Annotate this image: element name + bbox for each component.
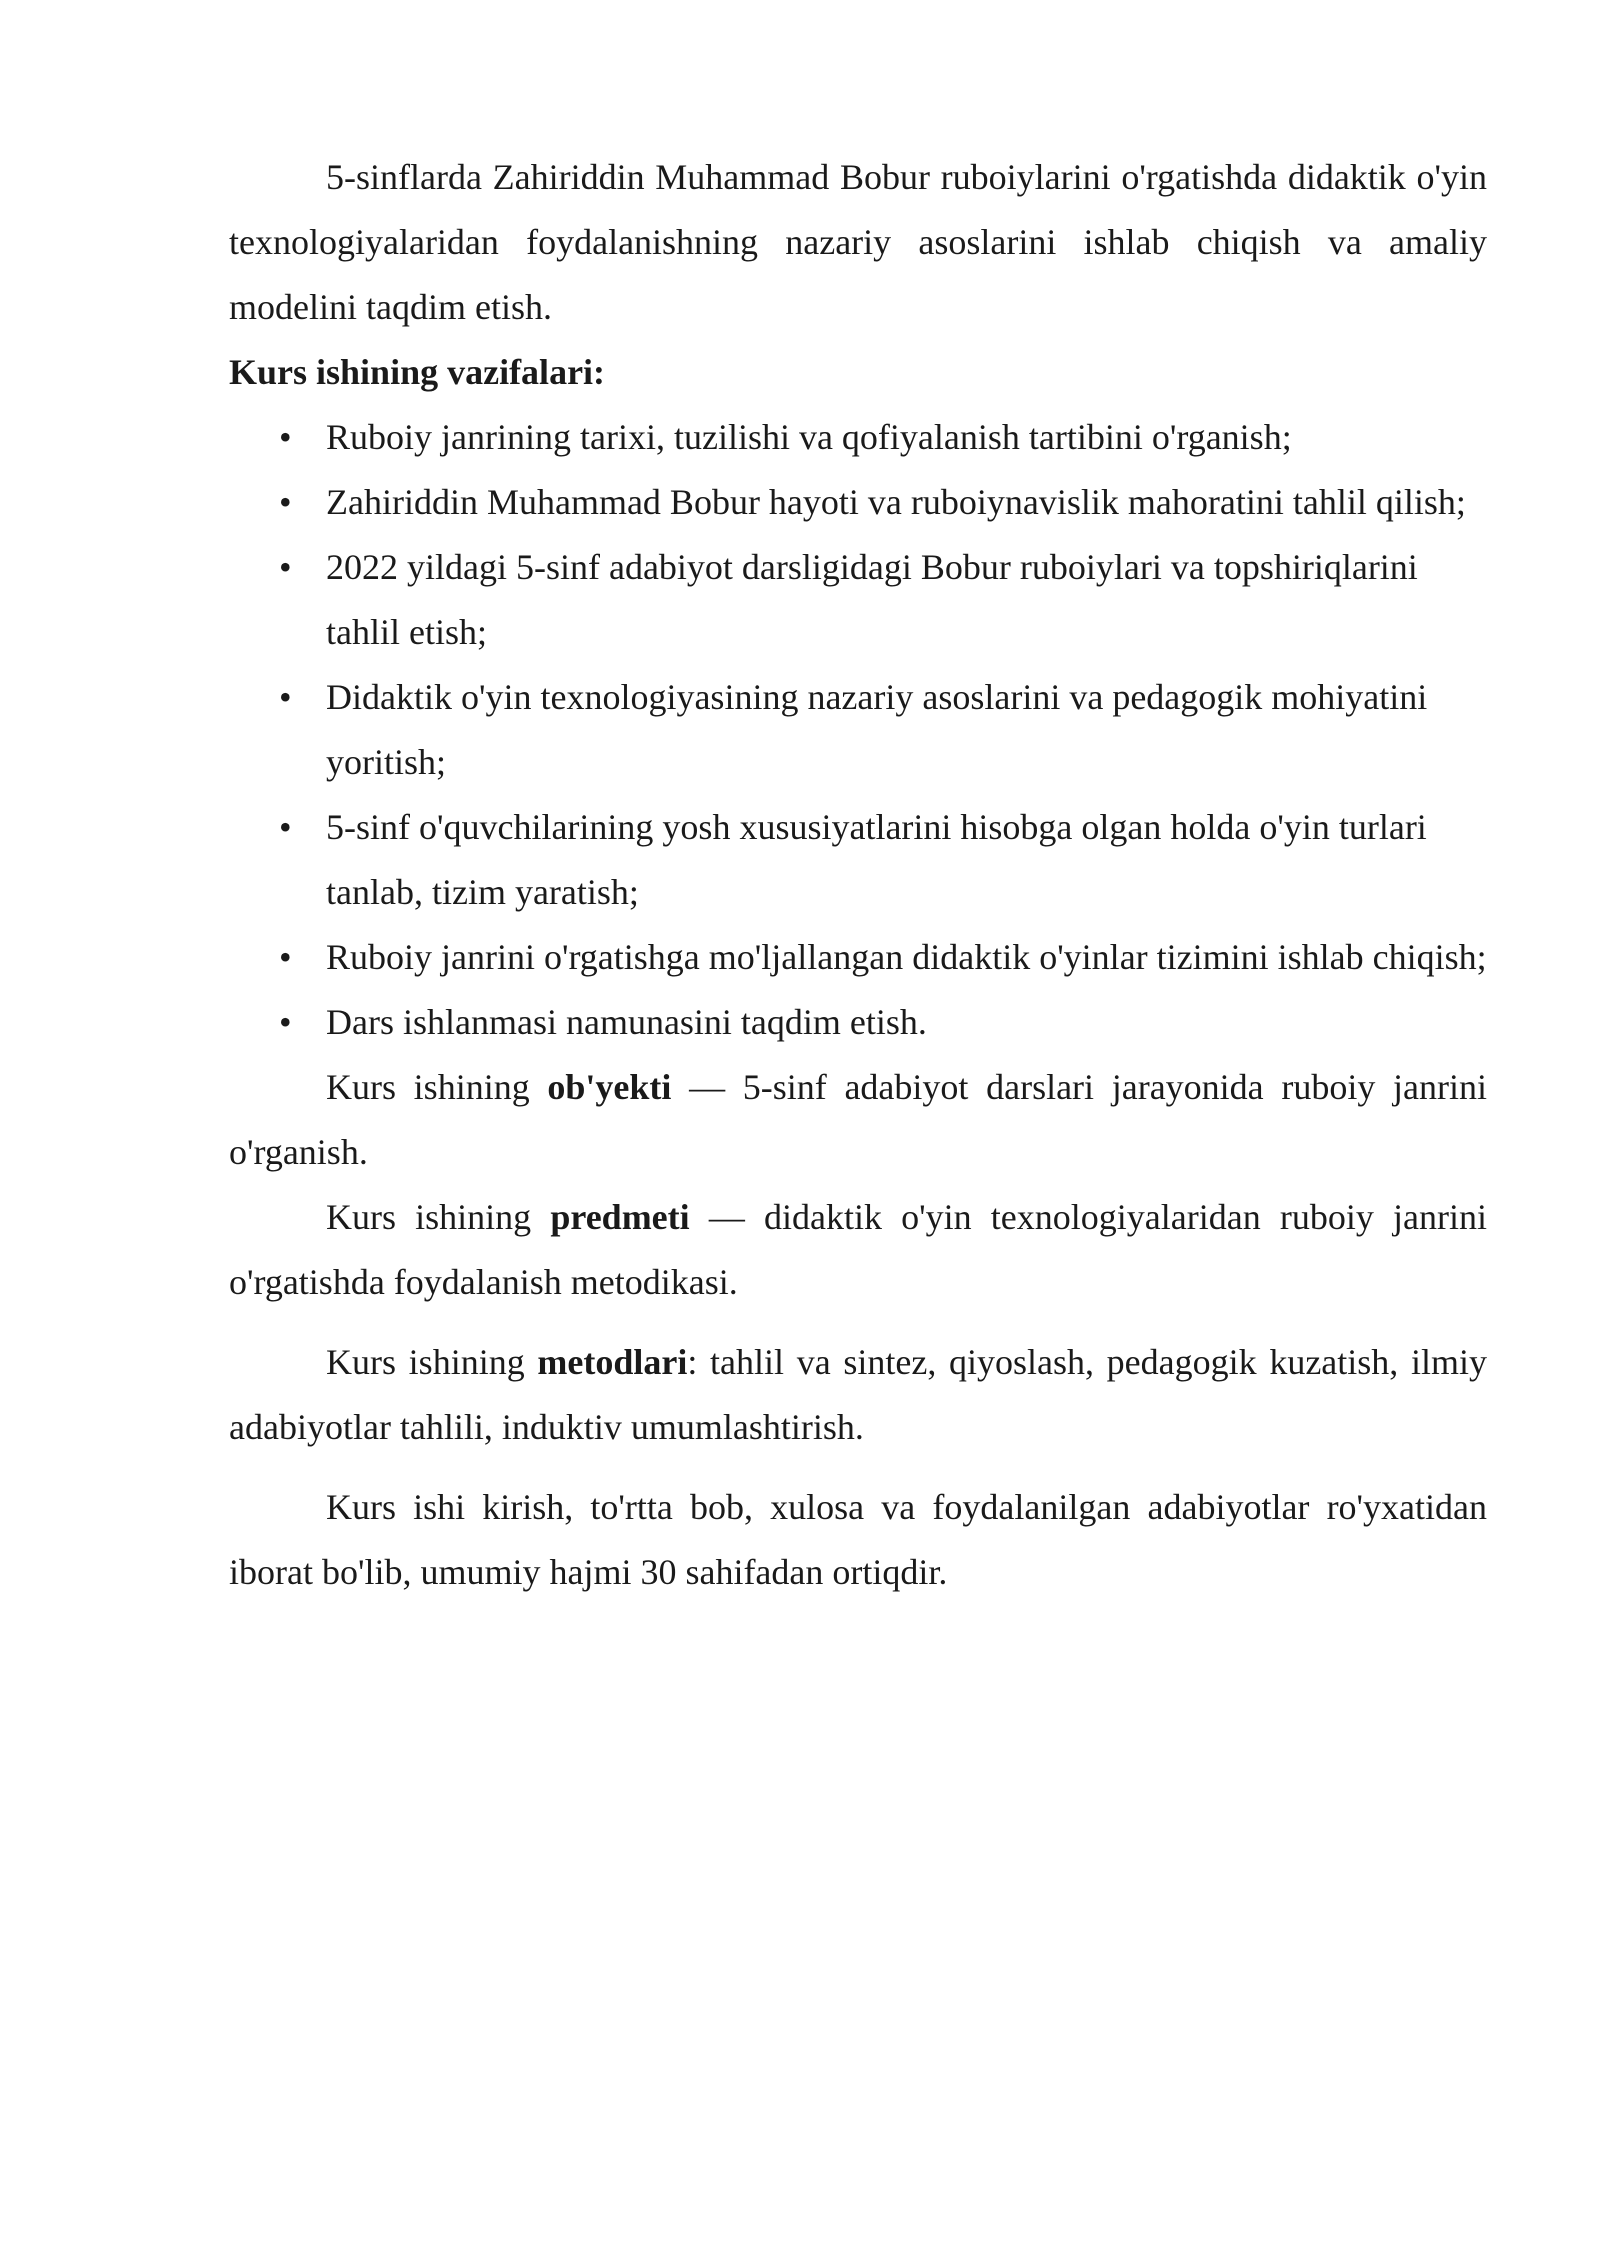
task-text: 2022 yildagi 5-sinf adabiyot darsligidagi Bobur ruboiylari va topshiriqlarini tahlil etish; <box>326 547 1418 652</box>
list-item <box>229 795 1487 925</box>
list-item <box>229 925 1487 990</box>
subject-text: — didaktik o'yin texnologiyalaridan ruboiy janrini o'rgatishda foydalanish metodikasi. <box>229 1197 1487 1302</box>
bullet-icon: • <box>279 1002 292 1042</box>
list-item <box>229 405 1487 470</box>
bullet-icon: • <box>279 807 292 847</box>
list-item <box>229 535 1487 665</box>
task-text: Ruboiy janrini o'rgatishga mo'ljallangan didaktik o'yinlar tizimini ishlab chiqish; <box>326 937 1487 977</box>
bullet-icon: • <box>279 482 292 522</box>
object-prefix: Kurs ishining <box>326 1067 548 1107</box>
subject-paragraph <box>229 1185 1487 1315</box>
list-item <box>229 470 1487 535</box>
object-term: ob'yekti <box>547 1067 672 1107</box>
bullet-icon: • <box>279 547 292 587</box>
task-text: Zahiriddin Muhammad Bobur hayoti va ruboiynavislik mahoratini tahlil qilish; <box>326 482 1466 522</box>
tasks-list <box>229 405 1487 1055</box>
object-text: — 5-sinf adabiyot darslari jarayonida ruboiy janrini o'rganish. <box>229 1067 1487 1172</box>
intro-paragraph: 5-sinflarda Zahiriddin Muhammad Bobur ruboiylarini o'rgatishda didaktik o'yin texnologiyalaridan foydalanishning nazariy asoslarini ishlab chiqish va amaliy modelini taqdim etish. <box>229 157 1487 327</box>
methods-paragraph <box>229 1330 1487 1460</box>
methods-term: metodlari <box>537 1342 688 1382</box>
object-paragraph <box>229 1055 1487 1185</box>
methods-prefix: Kurs ishining <box>326 1342 538 1382</box>
list-item <box>229 990 1487 1055</box>
task-text: Didaktik o'yin texnologiyasining nazariy asoslarini va pedagogik mohiyatini yoritish; <box>326 677 1428 782</box>
bullet-icon: • <box>279 937 292 977</box>
tasks-heading: Kurs ishining vazifalari: <box>229 352 606 392</box>
bullet-icon: • <box>279 677 292 717</box>
task-text: 5-sinf o'quvchilarining yosh xususiyatlarini hisobga olgan holda o'yin turlari tanlab, tizim yaratish; <box>326 807 1427 912</box>
list-item <box>229 665 1487 795</box>
subject-term: predmeti <box>550 1197 690 1237</box>
subject-prefix: Kurs ishining <box>326 1197 551 1237</box>
task-text: Dars ishlanmasi namunasini taqdim etish. <box>326 1002 927 1042</box>
structure-paragraph: Kurs ishi kirish, to'rtta bob, xulosa va foydalanilgan adabiyotlar ro'yxatidan iborat bo'lib, umumiy hajmi 30 sahifadan ortiqdir. <box>229 1487 1487 1592</box>
task-text: Ruboiy janrining tarixi, tuzilishi va qofiyalanish tartibini o'rganish; <box>326 417 1292 457</box>
methods-text: : tahlil va sintez, qiyoslash, pedagogik kuzatish, ilmiy adabiyotlar tahlili, induktiv umumlashtirish. <box>229 1342 1487 1447</box>
bullet-icon: • <box>279 417 292 457</box>
document-page <box>229 145 1487 1605</box>
